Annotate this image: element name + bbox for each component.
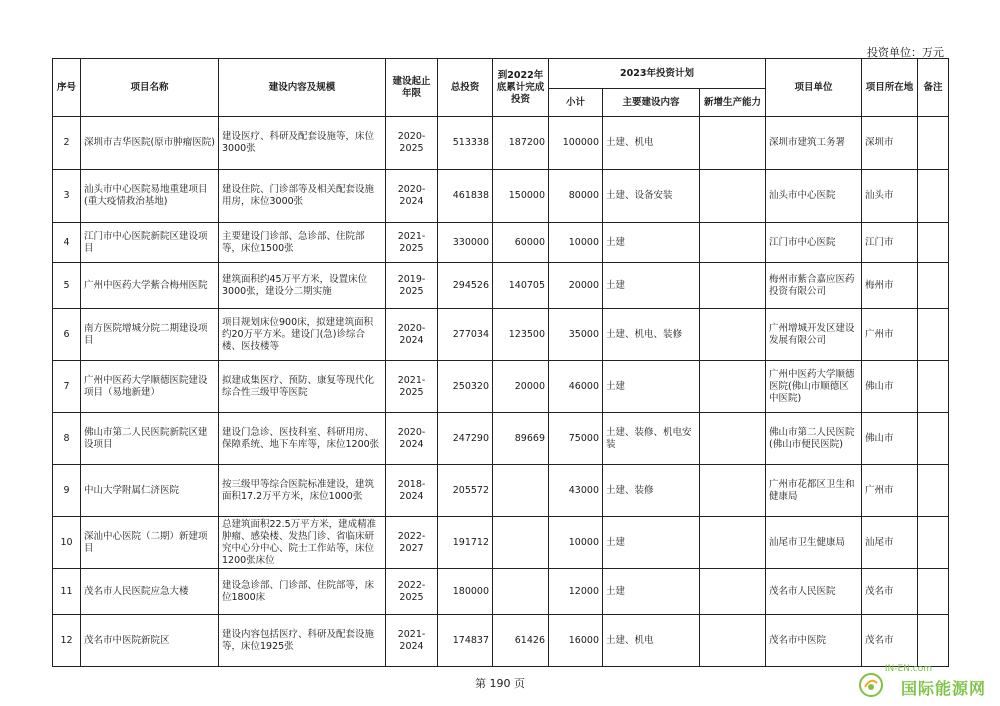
cell-seq: 9: [53, 465, 81, 517]
cell-done: 123500: [493, 309, 549, 361]
cell-location: 梅州市: [862, 263, 918, 309]
cell-content: 建筑面积约45万平方米，设置床位3000张，建设分二期实施: [219, 263, 386, 309]
cell-unit: 深圳市建筑工务署: [766, 117, 862, 170]
cell-content: 建设内容包括医疗、科研及配套设施等，床位1925张: [219, 615, 386, 667]
col-main: 主要建设内容: [603, 89, 700, 117]
cell-name: 南方医院增城分院二期建设项目: [81, 309, 219, 361]
in-en-logo-icon: [858, 672, 884, 698]
cell-main: 土建: [603, 517, 700, 569]
cell-period: 2019-2025: [386, 263, 438, 309]
cell-capacity: [700, 517, 766, 569]
cell-period: 2020-2024: [386, 170, 438, 223]
cell-seq: 10: [53, 517, 81, 569]
cell-content: 建设医疗、科研及配套设施等，床位3000张: [219, 117, 386, 170]
cell-unit: 佛山市第二人民医院(佛山市便民医院): [766, 413, 862, 465]
cell-capacity: [700, 170, 766, 223]
cell-content: 项目规划床位900床，拟建建筑面积约20万平方米。建设门(急)诊综合楼、医技楼等: [219, 309, 386, 361]
cell-total: 250320: [438, 361, 493, 413]
col-period: 建设起止年限: [386, 59, 438, 117]
cell-done: 61426: [493, 615, 549, 667]
investment-table: [52, 58, 949, 667]
cell-main: 土建: [603, 263, 700, 309]
cell-note: [918, 361, 949, 413]
col-location: 项目所在地: [862, 59, 918, 117]
cell-subtotal: 10000: [549, 517, 603, 569]
cell-done: 20000: [493, 361, 549, 413]
cell-seq: 2: [53, 117, 81, 170]
cell-subtotal: 75000: [549, 413, 603, 465]
cell-capacity: [700, 413, 766, 465]
cell-seq: 8: [53, 413, 81, 465]
table-row: [53, 309, 949, 361]
col-name: 项目名称: [81, 59, 219, 117]
cell-subtotal: 80000: [549, 170, 603, 223]
cell-done: [493, 465, 549, 517]
cell-main: 土建: [603, 361, 700, 413]
cell-main: 土建: [603, 569, 700, 615]
cell-location: 广州市: [862, 309, 918, 361]
cell-content: 总建筑面积22.5万平方米，建成精准肿瘤、感染楼、发热门诊、省临床研究中心分中心、院士工作站等，床位1200张床位: [219, 517, 386, 569]
cell-capacity: [700, 465, 766, 517]
cell-total: 247290: [438, 413, 493, 465]
investment-unit-label: 投资单位：万元: [867, 46, 944, 59]
cell-total: 294526: [438, 263, 493, 309]
cell-name: 佛山市第二人民医院新院区建设项目: [81, 413, 219, 465]
cell-seq: 7: [53, 361, 81, 413]
cell-unit: 汕尾市卫生健康局: [766, 517, 862, 569]
cell-main: 土建、装修、机电安装: [603, 413, 700, 465]
cell-note: [918, 117, 949, 170]
cell-name: 汕头市中心医院易地重建项目(重大疫情救治基地): [81, 170, 219, 223]
col-content: 建设内容及规模: [219, 59, 386, 117]
cell-period: 2021-2025: [386, 361, 438, 413]
page-number: 第 190 页: [475, 677, 525, 690]
cell-total: 174837: [438, 615, 493, 667]
cell-period: 2020-2024: [386, 309, 438, 361]
cell-name: 深圳市吉华医院(原市肿瘤医院): [81, 117, 219, 170]
cell-period: 2022-2025: [386, 569, 438, 615]
cell-period: 2021-2025: [386, 223, 438, 263]
cell-period: 2020-2025: [386, 117, 438, 170]
cell-main: 土建: [603, 223, 700, 263]
cell-name: 茂名市中医院新院区: [81, 615, 219, 667]
cell-capacity: [700, 117, 766, 170]
col-note: 备注: [918, 59, 949, 117]
cell-note: [918, 517, 949, 569]
cell-content: 拟建成集医疗、预防、康复等现代化综合性三级甲等医院: [219, 361, 386, 413]
cell-seq: 6: [53, 309, 81, 361]
col-plan-group: 2023年投资计划: [549, 59, 766, 89]
cell-location: 佛山市: [862, 413, 918, 465]
cell-seq: 11: [53, 569, 81, 615]
watermark-en: IN-EN.com: [884, 664, 932, 674]
cell-unit: 广州中医药大学顺德医院(佛山市顺德区中医院): [766, 361, 862, 413]
cell-main: 土建、机电、装修: [603, 309, 700, 361]
cell-subtotal: 35000: [549, 309, 603, 361]
cell-name: 广州中医药大学顺德医院建设项目（易地新建）: [81, 361, 219, 413]
cell-content: 建设急诊部、门诊部、住院部等，床位1800床: [219, 569, 386, 615]
col-subtotal: 小计: [549, 89, 603, 117]
cell-capacity: [700, 263, 766, 309]
cell-capacity: [700, 569, 766, 615]
cell-done: [493, 569, 549, 615]
cell-done: [493, 517, 549, 569]
table-row: [53, 517, 949, 569]
cell-unit: 茂名市中医院: [766, 615, 862, 667]
cell-name: 广州中医药大学紫合梅州医院: [81, 263, 219, 309]
cell-location: 广州市: [862, 465, 918, 517]
cell-note: [918, 309, 949, 361]
table-row: [53, 263, 949, 309]
cell-done: 150000: [493, 170, 549, 223]
cell-location: 汕尾市: [862, 517, 918, 569]
cell-main: 土建、机电: [603, 117, 700, 170]
table-row: [53, 465, 949, 517]
cell-seq: 4: [53, 223, 81, 263]
cell-capacity: [700, 223, 766, 263]
cell-period: 2020-2024: [386, 413, 438, 465]
cell-period: 2022-2027: [386, 517, 438, 569]
cell-unit: 梅州市紫合嘉应医药投资有限公司: [766, 263, 862, 309]
cell-main: 土建、设备安装: [603, 170, 700, 223]
col-unit: 项目单位: [766, 59, 862, 117]
cell-seq: 5: [53, 263, 81, 309]
watermark-cn: 国际能源网: [900, 679, 986, 698]
cell-location: 佛山市: [862, 361, 918, 413]
cell-total: 513338: [438, 117, 493, 170]
cell-content: 建设住院、门诊部等及相关配套设施用房，床位3000张: [219, 170, 386, 223]
cell-note: [918, 170, 949, 223]
cell-seq: 12: [53, 615, 81, 667]
table-row: [53, 170, 949, 223]
cell-name: 深汕中心医院（二期）新建项目: [81, 517, 219, 569]
cell-location: 汕头市: [862, 170, 918, 223]
cell-content: 按三级甲等综合医院标准建设，建筑面积17.2万平方米，床位1000张: [219, 465, 386, 517]
table-row: [53, 413, 949, 465]
cell-main: 土建、装修: [603, 465, 700, 517]
cell-unit: 汕头市中心医院: [766, 170, 862, 223]
table-row: [53, 223, 949, 263]
cell-unit: 江门市中心医院: [766, 223, 862, 263]
cell-capacity: [700, 361, 766, 413]
cell-name: 中山大学附属仁济医院: [81, 465, 219, 517]
table-row: [53, 615, 949, 667]
cell-subtotal: 12000: [549, 569, 603, 615]
cell-subtotal: 10000: [549, 223, 603, 263]
cell-name: 江门市中心医院新院区建设项目: [81, 223, 219, 263]
cell-capacity: [700, 309, 766, 361]
cell-subtotal: 16000: [549, 615, 603, 667]
cell-note: [918, 615, 949, 667]
cell-location: 深圳市: [862, 117, 918, 170]
cell-content: 建设门急诊、医技科室、科研用房、保障系统、地下车库等，床位1200张: [219, 413, 386, 465]
table-row: [53, 569, 949, 615]
cell-note: [918, 413, 949, 465]
cell-capacity: [700, 615, 766, 667]
cell-total: 277034: [438, 309, 493, 361]
cell-done: 89669: [493, 413, 549, 465]
table-row: [53, 117, 949, 170]
cell-done: 187200: [493, 117, 549, 170]
cell-unit: 茂名市人民医院: [766, 569, 862, 615]
cell-note: [918, 223, 949, 263]
col-done: 到2022年底累计完成投资: [493, 59, 549, 117]
cell-content: 主要建设门诊部、急诊部、住院部等，床位1500张: [219, 223, 386, 263]
cell-subtotal: 43000: [549, 465, 603, 517]
cell-period: 2021-2024: [386, 615, 438, 667]
cell-unit: 广州市花都区卫生和健康局: [766, 465, 862, 517]
cell-location: 茂名市: [862, 615, 918, 667]
cell-period: 2018-2024: [386, 465, 438, 517]
cell-total: 205572: [438, 465, 493, 517]
cell-location: 江门市: [862, 223, 918, 263]
col-seq: 序号: [53, 59, 81, 117]
col-total: 总投资: [438, 59, 493, 117]
cell-note: [918, 465, 949, 517]
cell-total: 191712: [438, 517, 493, 569]
table-row: [53, 361, 949, 413]
cell-name: 茂名市人民医院应急大楼: [81, 569, 219, 615]
cell-unit: 广州增城开发区建设发展有限公司: [766, 309, 862, 361]
cell-done: 60000: [493, 223, 549, 263]
cell-total: 330000: [438, 223, 493, 263]
cell-done: 140705: [493, 263, 549, 309]
cell-total: 180000: [438, 569, 493, 615]
cell-subtotal: 100000: [549, 117, 603, 170]
cell-main: 土建、机电: [603, 615, 700, 667]
col-capacity: 新增生产能力: [700, 89, 766, 117]
cell-note: [918, 263, 949, 309]
cell-subtotal: 46000: [549, 361, 603, 413]
cell-seq: 3: [53, 170, 81, 223]
cell-subtotal: 20000: [549, 263, 603, 309]
cell-note: [918, 569, 949, 615]
cell-total: 461838: [438, 170, 493, 223]
cell-location: 茂名市: [862, 569, 918, 615]
watermark: [856, 664, 986, 702]
